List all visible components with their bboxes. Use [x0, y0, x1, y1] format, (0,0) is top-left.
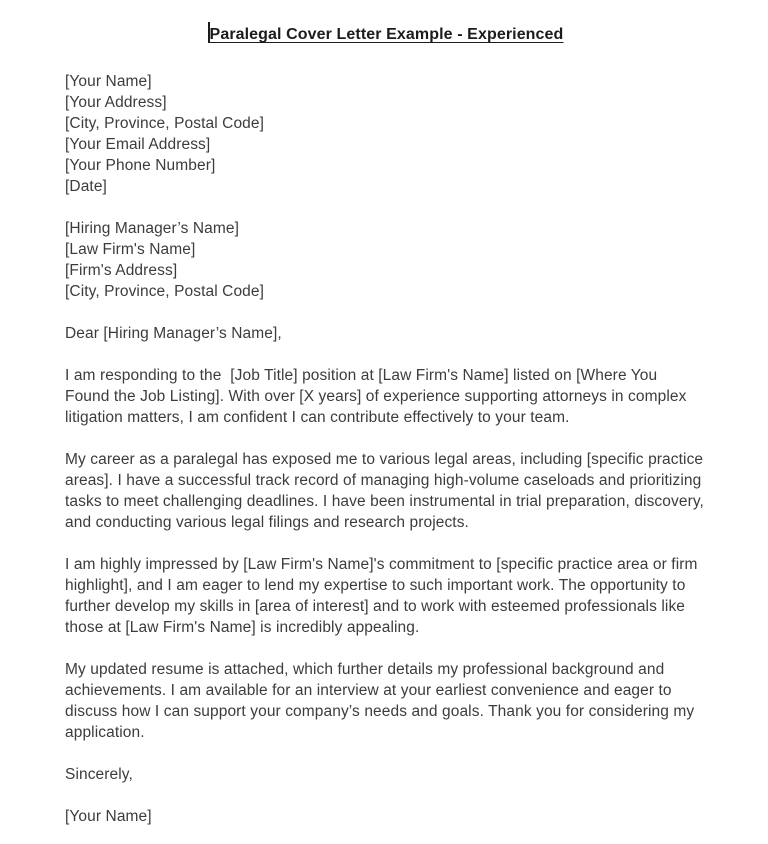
sender-phone-line: [Your Phone Number] [65, 157, 216, 174]
recipient-firm-address-line: [Firm's Address] [65, 262, 178, 279]
sender-email-line: [Your Email Address] [65, 136, 211, 153]
recipient-city-line: [City, Province, Postal Code] [65, 283, 265, 300]
paragraph-experience: My career as a paralegal has exposed me to various legal areas, including [specific practice areas]. I have a successful track record of managing high-volume caseloads and prioritizing tasks to meet challenging deadlines. I have been instrumental in trial preparation, discovery, and conducting various legal filings and research projects. [65, 451, 709, 531]
signature: [Your Name] [65, 808, 152, 825]
document-title: Paralegal Cover Letter Example - Experienced [209, 26, 564, 43]
closing: Sincerely, [65, 766, 133, 783]
recipient-address-block [65, 218, 706, 302]
salutation: Dear [Hiring Manager’s Name], [65, 325, 282, 342]
paragraph-intro: I am responding to the [Job Title] position at [Law Firm's Name] listed on [Where You Found the Job Listing]. With over [X years] of experience supporting attorneys in complex litigation matters, I am confident I can contribute effectively to your team. [65, 367, 691, 426]
sender-city-line: [City, Province, Postal Code] [65, 115, 265, 132]
paragraph-resume-close: My updated resume is attached, which further details my professional background and achievements. I am available for an interview at your earliest convenience and eager to discuss how I can support your company’s needs and goals. Thank you for considering my application. [65, 661, 699, 741]
sender-address-line: [Your Address] [65, 94, 167, 111]
sender-address-block [65, 71, 706, 197]
paragraph-firm-interest: I am highly impressed by [Law Firm's Name]'s commitment to [specific practice area or firm highlight], and I am eager to lend my expertise to such important work. The opportunity to further develop my skills in [area of interest] and to work with esteemed professionals like those at [Law Firm's Name] is incredibly appealing. [65, 556, 702, 636]
recipient-name-line: [Hiring Manager’s Name] [65, 220, 240, 237]
sender-name-line: [Your Name] [65, 73, 152, 90]
recipient-firm-line: [Law Firm's Name] [65, 241, 196, 258]
document-title-row [65, 22, 706, 46]
date-line: [Date] [65, 178, 107, 195]
